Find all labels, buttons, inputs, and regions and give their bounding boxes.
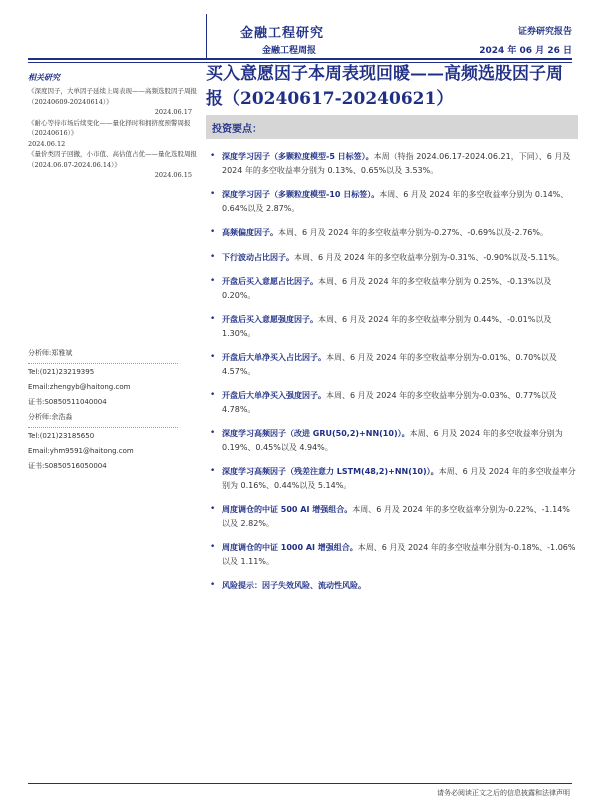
key-point-text: 本周、6 月及 2024 年的多空收益率分别为 0.14%、0.64%以及 2.87%。	[222, 190, 569, 213]
bullet-icon: •	[210, 352, 216, 362]
bullet-icon: •	[210, 466, 216, 476]
analyst-tel: Tel:(021)23185650	[28, 432, 95, 440]
divider	[28, 427, 178, 428]
key-point-text: 本周、6 月及 2024 年的多空收益率分别为 0.25%、-0.13%以及 0.20%。	[222, 277, 552, 300]
bullet-icon: •	[210, 251, 216, 262]
investment-highlights-bar	[206, 115, 578, 139]
key-point-heading: 深度学习因子（多颗粒度模型-10 日标签）。	[222, 190, 380, 199]
key-point	[210, 465, 576, 492]
bullet-icon: •	[210, 276, 216, 286]
key-point-text: 本周、6 月及 2024 年的多空收益率分别为 0.44%、-0.01%以及 1.30%。	[222, 315, 552, 338]
analyst-cert: 证书:S0850516050004	[28, 462, 107, 470]
key-point-heading: 高频偏度因子。	[222, 228, 278, 237]
report-type: 证券研究报告	[517, 27, 572, 37]
key-point-heading: 深度学习高频因子（改进 GRU(50,2)+NN(10)）。	[222, 429, 410, 438]
bullet-icon: •	[210, 189, 216, 199]
analyst-tel: Tel:(021)23219395	[28, 368, 95, 376]
key-point	[210, 251, 576, 265]
related-item-date: 2024.06.17	[154, 108, 192, 116]
sidebar	[28, 72, 198, 181]
analyst-email[interactable]: Email:yhm9591@haitong.com	[28, 447, 134, 455]
key-point-heading: 周度调仓的中证 1000 AI 增强组合。	[222, 543, 358, 552]
header-rule	[28, 58, 572, 60]
key-point-heading: 开盘后大单净买入占比因子。	[222, 353, 326, 362]
footer-rule	[28, 783, 572, 784]
related-item[interactable]	[28, 149, 198, 181]
key-point-heading: 周度调仓的中证 500 AI 增强组合。	[222, 505, 353, 514]
key-point	[210, 351, 576, 378]
divider	[28, 363, 178, 364]
bullet-icon: •	[210, 542, 216, 552]
key-point-heading: 开盘后买入意愿占比因子。	[222, 277, 318, 286]
key-point-text: 本周、6 月及 2024 年的多空收益率分别为-0.03%、0.77%以及 4.78%。	[222, 391, 557, 414]
key-point-text: 本周、6 月及 2024 年的多空收益率分别为-0.27%、-0.69%以及-2.76%。	[278, 228, 548, 237]
related-item-date: 2024.06.12	[28, 139, 66, 148]
related-item-date: 2024.06.15	[154, 171, 192, 179]
analyst-contacts	[28, 346, 178, 474]
related-item[interactable]	[28, 86, 198, 118]
bullet-icon: •	[210, 428, 216, 438]
key-point	[210, 150, 576, 177]
risk-warning-text: 风险提示：因子失效风险、流动性风险。	[222, 581, 366, 590]
related-item-title: 《深度因子，大单因子延续上周表现——高频选股因子周报（20240609-20240614）》	[28, 87, 197, 106]
investment-highlights-label: 投资要点：	[212, 124, 262, 135]
report-date: 2024 年 06 月 26 日	[479, 46, 572, 56]
key-point-heading: 深度学习因子（多颗粒度模型-5 日标签）。	[222, 152, 374, 161]
key-point-heading: 开盘后买入意愿强度因子。	[222, 315, 318, 324]
key-point-text: 本周、6 月及 2024 年的多空收益率分别为 0.19%、0.45%以及 4.94%。	[222, 429, 563, 452]
key-point	[210, 427, 576, 454]
bullet-icon: •	[210, 227, 216, 237]
key-point-text: 本周、6 月及 2024 年的多空收益率分别为 0.16%、0.44%以及 5.14%。	[222, 467, 576, 490]
analyst-email[interactable]: Email:zhengyb@haitong.com	[28, 383, 131, 391]
bullet-icon: •	[210, 314, 216, 324]
key-point-heading: 下行波动占比因子。	[222, 252, 294, 262]
key-point	[210, 188, 576, 215]
related-item[interactable]	[28, 118, 198, 150]
key-point-heading: 深度学习高频因子（残差注意力 LSTM(48,2)+NN(10)）。	[222, 467, 439, 476]
key-point-text: 本周、6 月及 2024 年的多空收益率分别为-0.22%、-1.14%以及 2.82%。	[222, 505, 570, 528]
key-point	[210, 503, 576, 530]
analyst-cert: 证书:S0850511040004	[28, 398, 107, 406]
key-points-list	[210, 150, 576, 593]
bullet-icon: •	[210, 151, 216, 161]
report-title: 买入意愿因子本周表现回暖——高频选股因子周报（20240617-20240621）	[206, 64, 563, 109]
analyst-name: 分析师:郑雅斌	[28, 349, 73, 357]
bullet-icon: •	[210, 504, 216, 514]
key-point	[210, 275, 576, 302]
header-divider	[206, 14, 207, 60]
bullet-icon: •	[210, 580, 216, 590]
risk-warning	[210, 579, 576, 593]
header-subtitle: 金融工程周报	[262, 46, 317, 56]
related-item-title: 《量价类因子回撤，小市值、高估值占优——量化选股周报（2024.06.07-2024.06.14）》	[28, 150, 197, 169]
key-point-heading: 开盘后大单净买入强度因子。	[222, 391, 326, 400]
header-title: 金融工程研究	[240, 26, 325, 41]
related-item-title: 《耐心等待市场后续变化——量化择时和拥挤度预警周报（20240616）》	[28, 118, 191, 137]
key-point	[210, 313, 576, 340]
related-research-heading: 相关研究	[28, 72, 60, 82]
key-point	[210, 541, 576, 568]
key-point-text: 本周、6 月及 2024 年的多空收益率分别为-0.31%、-0.90%以及-5.11%。	[294, 252, 564, 262]
key-point-text: 本周（特指 2024.06.17-2024.06.21，下同）、6 月及 2024 年的多空收益率分别为 0.13%、0.65%以及 3.53%。	[222, 152, 571, 175]
key-point	[210, 226, 576, 240]
analyst-name: 分析师:余浩淼	[28, 413, 73, 421]
key-point-text: 本周、6 月及 2024 年的多空收益率分别为-0.01%、0.70%以及 4.57%。	[222, 353, 557, 376]
disclaimer-note: 请务必阅读正文之后的信息披露和法律声明	[437, 789, 570, 797]
bullet-icon: •	[210, 390, 216, 400]
key-point-text: 本周、6 月及 2024 年的多空收益率分别为-0.18%、-1.06%以及 1.11%。	[222, 543, 576, 566]
key-point	[210, 389, 576, 416]
